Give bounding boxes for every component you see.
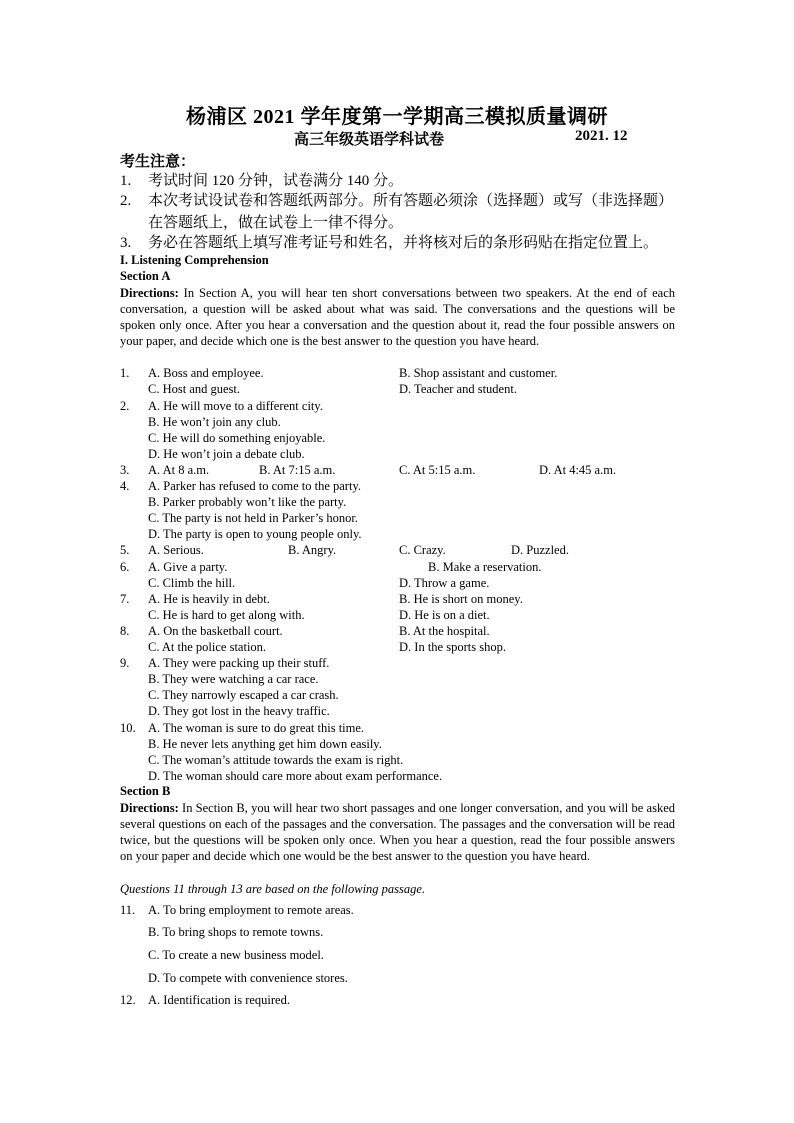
option-c: C. At 5:15 a.m. [399, 463, 476, 477]
option-b: B. Parker probably won’t like the party. [148, 495, 347, 509]
option-d: D. Teacher and student. [399, 382, 517, 396]
notice-number: 2. [120, 193, 132, 209]
question-number: 11. [120, 903, 136, 917]
option-a: A. On the basketball court. [148, 624, 283, 638]
option-a: A. Identification is required. [148, 993, 290, 1007]
question-number: 10. [120, 721, 136, 735]
option-c: C. At the police station. [148, 640, 267, 654]
question-number: 12. [120, 993, 136, 1007]
paper-subtitle: 高三年级英语学科试卷 [294, 132, 445, 148]
option-d: D. They got lost in the heavy traffic. [148, 704, 330, 718]
part-heading: I. Listening Comprehension [120, 253, 269, 267]
option-b: B. At 7:15 a.m. [259, 463, 336, 477]
option-b: B. He won’t join any club. [148, 415, 281, 429]
question-number: 3. [120, 463, 130, 477]
option-d: D. He won’t join a debate club. [148, 447, 305, 461]
option-a: A. The woman is sure to do great this time. [148, 721, 365, 735]
option-d: D. The woman should care more about exam performance. [148, 769, 443, 783]
option-a: A. He is heavily in debt. [148, 592, 270, 606]
notice-number: 3. [120, 235, 132, 251]
option-b: B. Angry. [288, 543, 337, 557]
option-a: A. At 8 a.m. [148, 463, 210, 477]
question-number: 6. [120, 560, 130, 574]
question-number: 7. [120, 592, 130, 606]
question-number: 9. [120, 656, 130, 670]
question-number: 1. [120, 366, 130, 380]
option-a: A. Boss and employee. [148, 366, 264, 380]
question-number: 8. [120, 624, 130, 638]
option-b: B. He never lets anything get him down easily. [148, 737, 382, 751]
notice-number: 1. [120, 173, 132, 189]
option-c: C. Crazy. [399, 543, 446, 557]
question-number: 2. [120, 399, 130, 413]
option-a: A. He will move to a different city. [148, 399, 323, 413]
option-a: A. To bring employment to remote areas. [148, 903, 354, 917]
option-c: C. Host and guest. [148, 382, 241, 396]
option-b: B. Shop assistant and customer. [399, 366, 558, 380]
section-b-heading: Section B [120, 784, 171, 798]
option-d: D. To compete with convenience stores. [148, 971, 348, 985]
option-c: C. He is hard to get along with. [148, 608, 305, 622]
option-a: A. Serious. [148, 543, 204, 557]
option-d: D. At 4:45 a.m. [539, 463, 617, 477]
page-title: 杨浦区 2021 学年度第一学期高三模拟质量调研 [186, 106, 608, 128]
directions-label: Directions: [120, 286, 179, 300]
option-b: B. Make a reservation. [428, 560, 542, 574]
option-d: D. Puzzled. [511, 543, 569, 557]
notice-heading: 考生注意： [120, 154, 196, 170]
option-b: B. They were watching a car race. [148, 672, 319, 686]
notice-text: 务必在答题纸上填写准考证号和姓名，并将核对后的条形码贴在指定位置上。 [148, 235, 659, 251]
section-a-directions [120, 285, 675, 349]
option-a: A. Give a party. [148, 560, 228, 574]
exam-date: 2021. 12 [575, 128, 628, 144]
option-d: D. The party is open to young people only. [148, 527, 362, 541]
directions-text: In Section A, you will hear ten short conversations between two speakers. At the end of each conversation, a question will be asked about what was said. The conversations and the questions will be spoken only once. After you hear a conversation and the question about it, read the four possible answers on your paper, and decide which one is the best answer to the question you have heard. [120, 286, 675, 348]
option-a: A. Parker has refused to come to the party. [148, 479, 362, 493]
section-a-heading: Section A [120, 269, 171, 283]
option-c: C. Climb the hill. [148, 576, 236, 590]
notice-item-1 [120, 170, 680, 192]
question-number: 4. [120, 479, 130, 493]
notice-text: 考试时间 120 分钟，试卷满分 140 分。 [148, 173, 404, 189]
directions-text: In Section B, you will hear two short passages and one longer conversation, and you will be asked several questions on each of the passages and the conversation. The passages and the conversation will be read twice, but the questions will be spoken only once. When you hear a question, read the four possible answers on your paper and decide which one would be the best answer to the question you have heard. [120, 801, 675, 863]
option-b: B. He is short on money. [399, 592, 523, 606]
option-c: C. The woman’s attitude towards the exam is right. [148, 753, 404, 767]
option-c: C. To create a new business model. [148, 948, 324, 962]
option-c: C. They narrowly escaped a car crash. [148, 688, 339, 702]
notice-item-3 [120, 232, 690, 254]
option-d: D. Throw a game. [399, 576, 490, 590]
notice-text: 本次考试设试卷和答题纸两部分。所有答题必须涂（选择题）或写（非选择题）在答题纸上，做在试卷上一律不得分。 [148, 193, 674, 231]
directions-label: Directions: [120, 801, 179, 815]
section-b-directions [120, 800, 675, 864]
option-c: C. He will do something enjoyable. [148, 431, 326, 445]
passage-note: Questions 11 through 13 are based on the following passage. [120, 882, 426, 896]
option-b: B. At the hospital. [399, 624, 490, 638]
question-number: 5. [120, 543, 130, 557]
option-a: A. They were packing up their stuff. [148, 656, 330, 670]
option-d: D. He is on a diet. [399, 608, 490, 622]
option-d: D. In the sports shop. [399, 640, 506, 654]
option-c: C. The party is not held in Parker’s honor. [148, 511, 358, 525]
notice-item-2 [120, 190, 680, 234]
option-b: B. To bring shops to remote towns. [148, 925, 324, 939]
